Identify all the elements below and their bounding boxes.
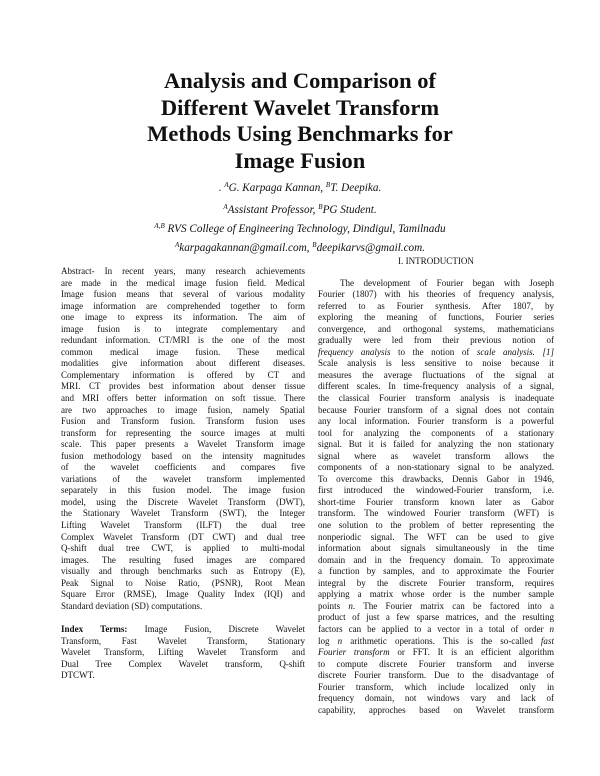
text-line: discrete Fourier transform. Due to the disadvantage of <box>318 670 554 681</box>
text-line: are made in the medical image fusion field. Medical <box>61 277 305 288</box>
author-prefix: . <box>218 182 225 194</box>
text-line: image information are comprehended together to form <box>61 300 305 311</box>
text-line: Scale analysis is less sensitive to noise because it <box>318 358 554 369</box>
text-line: first introduced the windowed-Fourier transform, i.e. <box>318 485 554 496</box>
text-line: The development of Fourier began with Joseph <box>340 277 554 288</box>
text-line: measures the average fluctuations of the signal at <box>318 369 554 380</box>
text-line: factors can be applied to a vector in a total of order n <box>318 623 554 634</box>
text-line: DTCWT. <box>61 670 95 681</box>
text-line: Fusion and Transform fusion. Transform fusion uses <box>61 416 305 427</box>
text-line: Fourier transform, which include localized only in <box>318 681 554 692</box>
abstract-column <box>61 266 305 682</box>
title-line: Different Wavelet Transform <box>160 94 440 120</box>
text-line: points n. The Fourier matrix can be factored into a <box>318 600 554 611</box>
text-line: capability, approches based on Wavelet transform <box>318 704 554 715</box>
text-line: one solution to the problem of better representing the <box>318 520 554 531</box>
text-line: fusion methodology based on the intensity magnitudes <box>61 450 305 461</box>
text-line: to compute discrete Fourier transform and inverse <box>318 658 554 669</box>
text-line: the classical Fourier transform analysis is inadequate <box>318 393 554 404</box>
email-line <box>0 241 600 255</box>
text-line: are two approaches to image fusion, namely Spatial <box>61 404 305 415</box>
text-line: product of just a few sparse matrices, and the resulting <box>318 612 554 623</box>
text-line: gradually were led from their previous notion of <box>318 335 554 346</box>
text-line: domain and in the frequency domain. To approximate <box>318 554 554 565</box>
author-line <box>0 181 600 195</box>
text-line: convergence, and orthogonal systems, mathematicians <box>318 323 554 334</box>
text-line: referred to as Fourier synthesis. After 1807, by <box>318 300 554 311</box>
text-line: components of a non-stationary signal to be analyzed. <box>318 462 554 473</box>
text-line: Transform, Fast Wavelet Transform, Stationary <box>61 635 305 646</box>
text-line: modalities give information about different diseases. <box>61 358 305 369</box>
text-line: Abstract- In recent years, many research achievements <box>61 266 305 276</box>
text-line: signal where as wavelet transform allows the <box>318 450 554 461</box>
text-line: common medical image fusion. These medical <box>61 346 305 357</box>
email-a-superscript: A <box>174 241 180 249</box>
text-line: tool for analyzing the components of a stationary <box>318 427 554 438</box>
title-line: Analysis and Comparison of <box>164 68 436 93</box>
text-line: Square Error (RMSE), Image Quality Index (IQI) and <box>61 589 305 600</box>
text-line: integral by the discrete Fourier transform, requires <box>318 577 554 588</box>
text-line: short-time Fourier transform known later as Gabor <box>318 496 554 507</box>
paper-title <box>0 68 600 174</box>
role-b-superscript: B <box>318 203 323 211</box>
text-line: Wavelet Transform, Lifting Wavelet Transform and <box>61 647 305 658</box>
role-line <box>0 203 600 217</box>
introduction-paragraph <box>318 278 554 717</box>
text-line: frequency domain, not windows vary and lack of <box>318 693 554 704</box>
text-line: Complementary information is offered by CT and <box>61 369 305 380</box>
email-b-superscript: B <box>312 241 317 249</box>
text-line: different scales. In time-frequency analysis of a signal, <box>318 381 554 392</box>
introduction-column <box>318 266 554 716</box>
text-line: transform. The windowed Fourier transform (WFT) is <box>318 508 554 519</box>
text-line: and MRI offers better information on soft tissue. There <box>61 393 305 404</box>
author-b-name: T. Deepika. <box>330 182 382 194</box>
affiliation-line <box>0 222 600 236</box>
text-line: To overcome this drawbacks, Dennis Gabor in 1946, <box>318 473 554 484</box>
text-line: variations of the wavelet transform implemented <box>61 473 305 484</box>
text-line: MRI. CT provides best information about denser tissue <box>61 381 305 392</box>
role-b: PG Student. <box>322 204 377 216</box>
affiliation-text: RVS College of Engineering Technology, Dindigul, Tamilnadu <box>164 223 446 235</box>
text-line: Fourier transform or FFT. It is an efficient algorithm <box>318 647 554 658</box>
text-line: Peak Signal to Noise Ratio, (PSNR), Root Mean <box>61 577 305 588</box>
text-line: Lifting Wavelet Transform (ILFT) the dual tree <box>61 520 305 531</box>
text-line: transform for representing the source images at multi <box>61 427 305 438</box>
text-line: applying a matrix whose order is the number sample <box>318 589 554 600</box>
abstract-paragraph <box>61 266 305 612</box>
text-line: model, using the Discrete Wavelet Transform (DWT), <box>61 496 305 507</box>
text-line: one image to express its information. The aim of <box>61 312 305 323</box>
email-a: karpagakannan@gmail.com, <box>179 242 313 254</box>
email-b: deepikarvs@gmail.com. <box>316 242 426 254</box>
role-a: Assistant Professor, <box>227 204 319 216</box>
text-line: frequency analysis to the notion of scale analysis. [1] <box>318 346 554 357</box>
text-line: of the wavelet coefficients and compares five <box>61 462 305 473</box>
text-line: Index Terms: Image Fusion, Discrete Wavelet <box>61 623 305 634</box>
index-terms-label: Index Terms: <box>61 623 128 634</box>
affiliation-superscript: A,B <box>154 222 165 230</box>
text-line: redundant information. CT/MRI is the one of the most <box>61 335 305 346</box>
text-line: Q-shift dual tree CWT, is applied to multi-modal <box>61 543 305 554</box>
text-line: visually and through benchmarks such as Entropy (E), <box>61 566 305 577</box>
index-terms-paragraph <box>61 624 305 682</box>
text-line: the Stationary Wavelet Transform (SWT), the Integer <box>61 508 305 519</box>
text-line: log n arithmetic operations. This is the so-called fast <box>318 635 554 646</box>
author-a-superscript: A <box>224 181 229 189</box>
text-line: Complex Wavelet Transform (DT CWT) and dual tree <box>61 531 305 542</box>
text-line: exploring the meaning of functions, Fourier series <box>318 312 554 323</box>
title-line: Methods Using Benchmarks for <box>147 121 453 146</box>
text-line: separately in this fusion model. The image fusion <box>61 485 305 496</box>
text-line: image fusion is to integrate complementary and <box>61 323 305 334</box>
text-line: a function by samples, and to approximate the Fourier <box>318 566 554 577</box>
text-line: Fourier (1807) with his theories of frequency analysis, <box>318 289 554 300</box>
author-a-name: G. Karpaga Kannan, <box>228 182 326 194</box>
title-line: Image Fusion <box>234 147 366 173</box>
section-heading-introduction: I. INTRODUCTION <box>398 256 474 266</box>
text-line: any local information. Fourier transform is a powerful <box>318 416 554 427</box>
text-line: signal. But it is failed for analyzing the non stationary <box>318 439 554 450</box>
text-line: Image fusion means that several of various modality <box>61 289 305 300</box>
text-line: information about signals simultaneously in the time <box>318 543 554 554</box>
text-line: Dual Tree Complex Wavelet transform, Q-shift <box>61 658 305 669</box>
text-line: Standard deviation (SD) computations. <box>61 600 203 611</box>
text-line: nonperiodic signal. The WFT can be used to give <box>318 531 554 542</box>
text-line: images. The resulting fused images are compared <box>61 554 305 565</box>
role-a-superscript: A <box>223 203 228 211</box>
text-line: scale. This paper presents a Wavelet Transform image <box>61 439 305 450</box>
text-line: because Fourier transform of a signal does not contain <box>318 404 554 415</box>
author-b-superscript: B <box>325 181 331 189</box>
